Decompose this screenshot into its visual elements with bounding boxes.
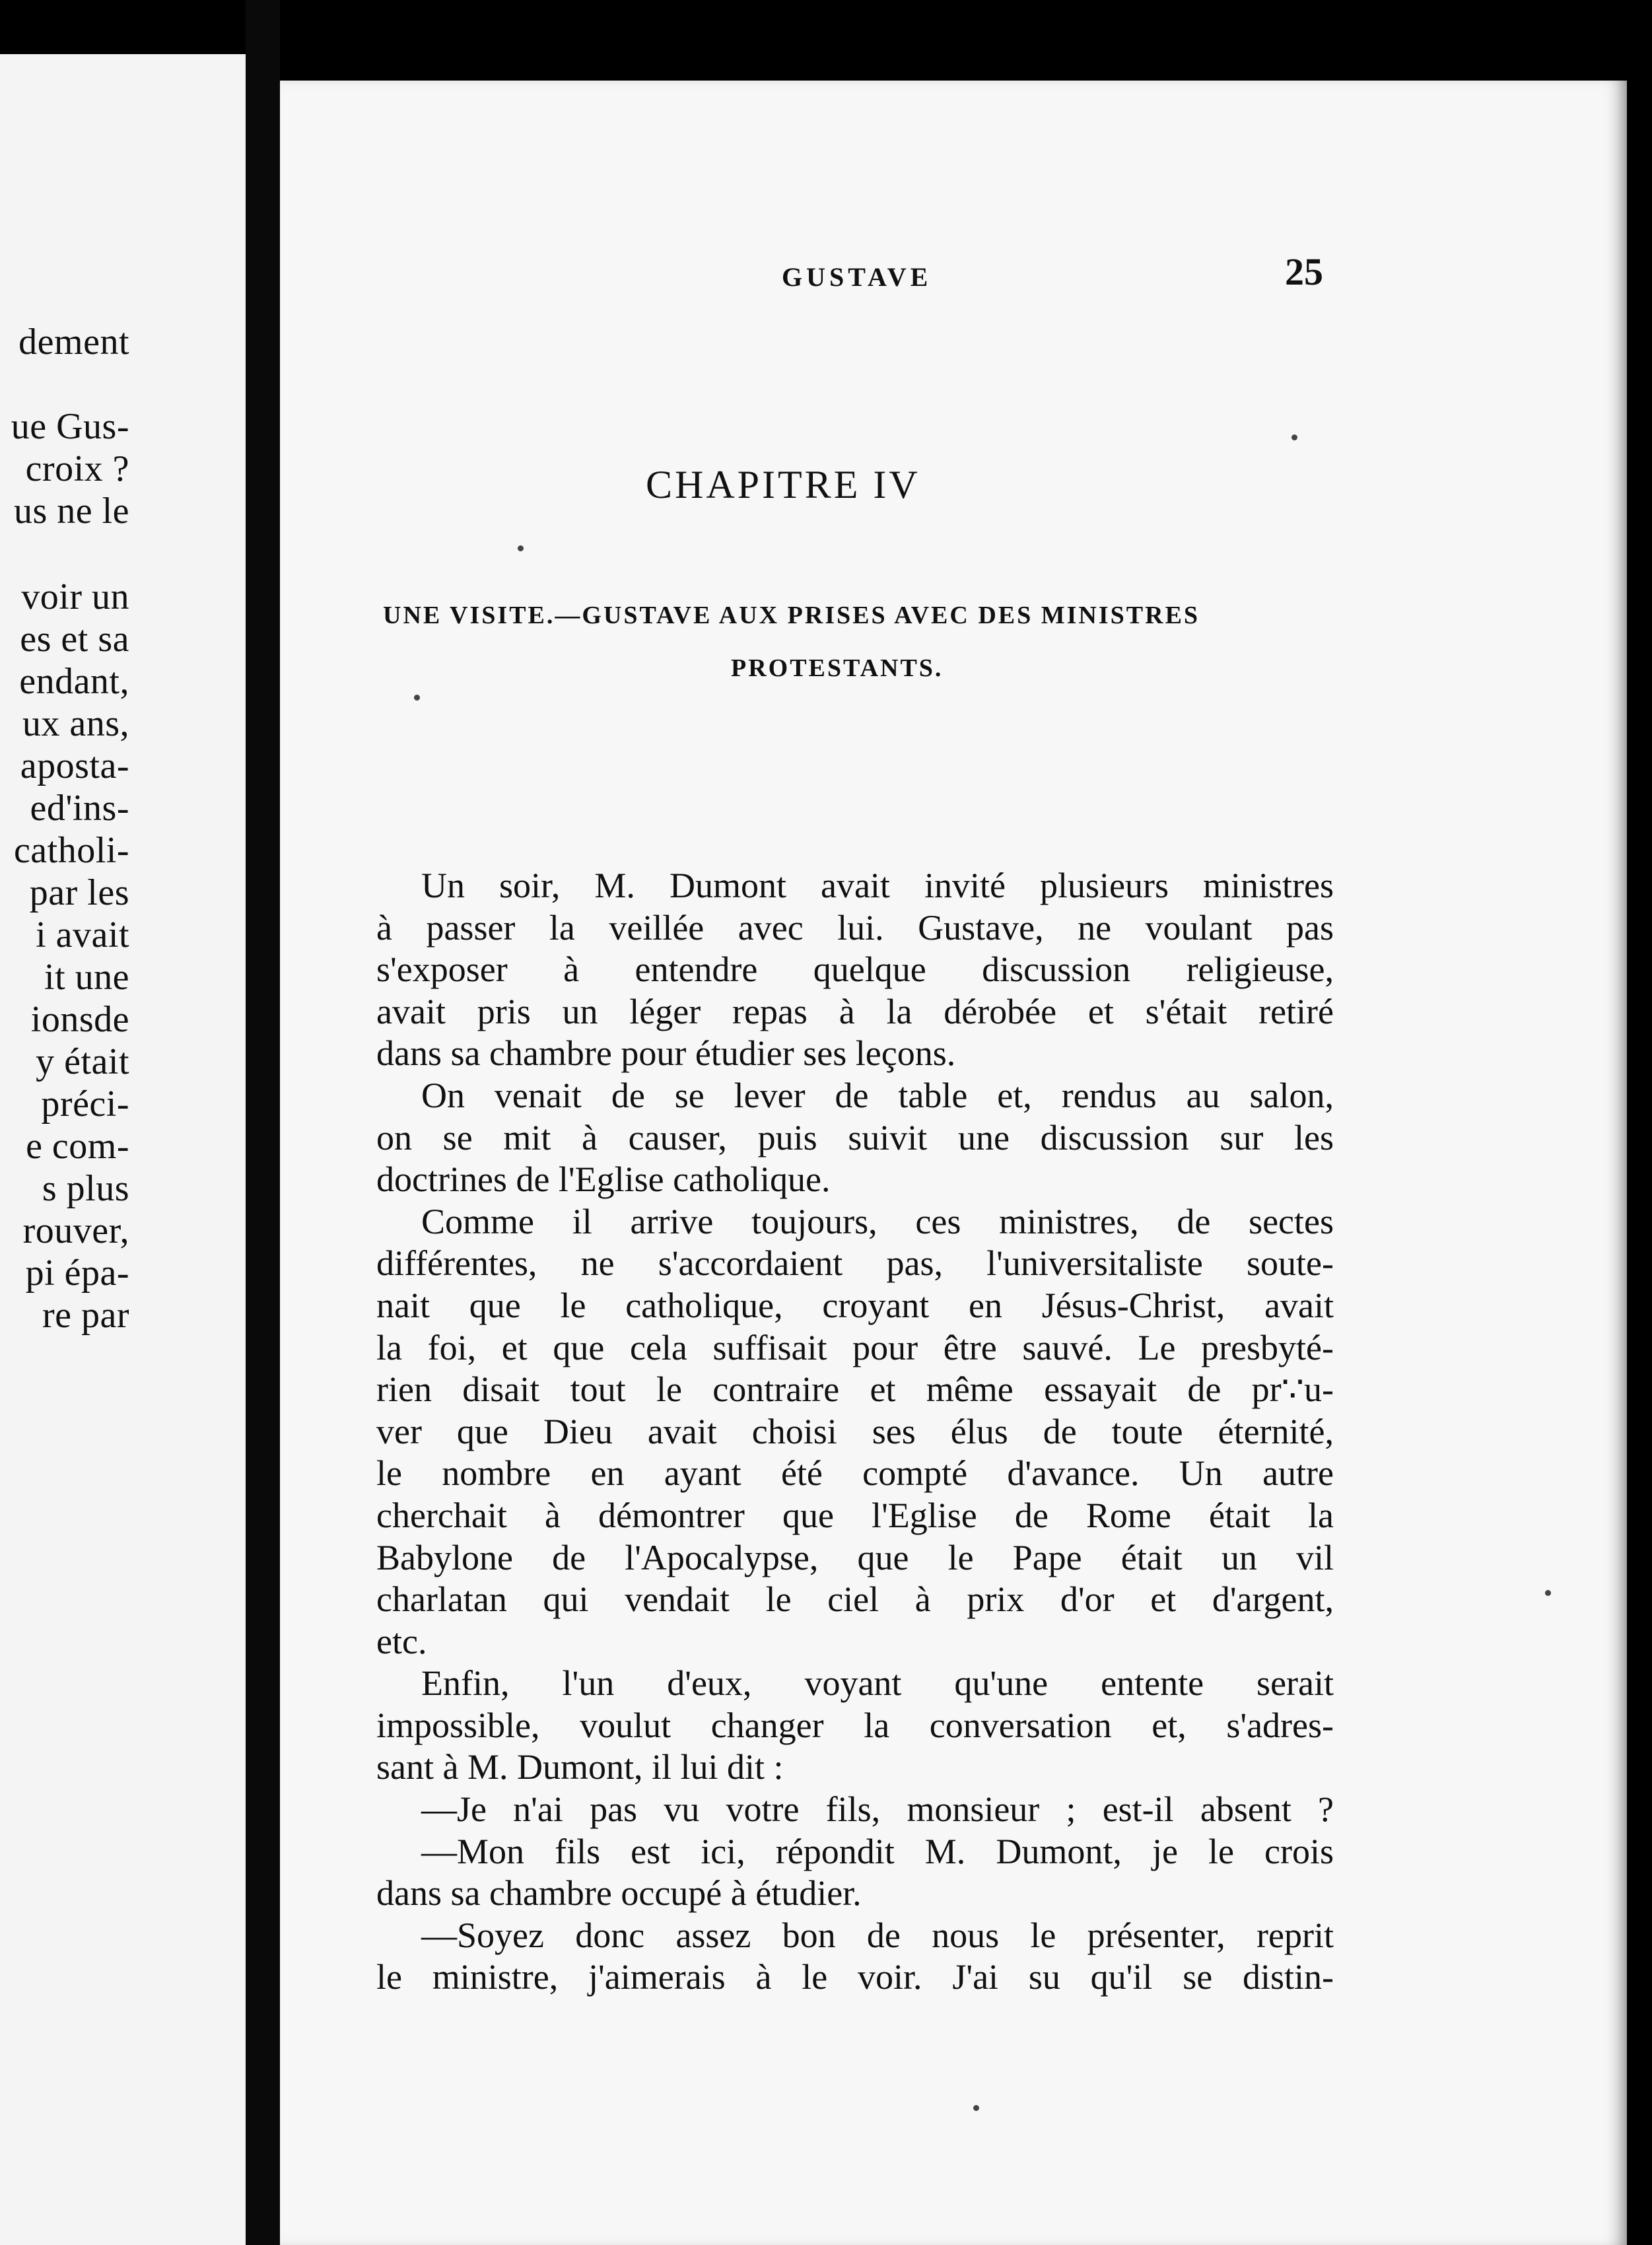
previous-page-line: par les	[29, 872, 129, 913]
chapter-subtitle: UNE VISITE.—GUSTAVE AUX PRISES AVEC DES MINISTRES	[383, 602, 1200, 629]
text-line: avait pris un léger repas à la dérobée et s'était retiré	[376, 991, 1334, 1031]
text-line: s'exposer à entendre quelque discussion religieuse,	[376, 950, 1334, 990]
previous-page-line: us ne le	[13, 491, 129, 532]
previous-page-line: ux ans,	[22, 703, 129, 744]
previous-page-line: pi épa-	[25, 1253, 129, 1294]
book-gutter	[246, 0, 280, 2245]
previous-page-line: it une	[44, 957, 129, 998]
previous-page-line: préci-	[41, 1084, 129, 1124]
text-line: dans sa chambre occupé à étudier.	[376, 1873, 862, 1914]
text-line: on se mit à causer, puis suivit une discussion sur les	[376, 1117, 1334, 1157]
text-line: rien disait tout le contraire et même essayait de pr∵u-	[376, 1369, 1334, 1410]
previous-page-line: ionsde	[30, 999, 129, 1040]
text-line: la foi, et que cela suffisait pour être sauvé. Le presbyté-	[376, 1327, 1334, 1367]
text-line: sant à M. Dumont, il lui dit :	[376, 1747, 784, 1787]
chapter-subtitle-continued: PROTESTANTS.	[731, 654, 944, 682]
text-line: —Soyez donc assez bon de nous le présenter, reprit	[421, 1915, 1334, 1955]
text-line: Enfin, l'un d'eux, voyant qu'une entente serait	[421, 1663, 1334, 1704]
text-line: doctrines de l'Eglise catholique.	[376, 1159, 831, 1200]
previous-page-line: e com-	[26, 1126, 129, 1167]
text-line: —Je n'ai pas vu votre fils, monsieur ; est-il absent ?	[421, 1789, 1334, 1830]
previous-page-line: endant,	[19, 661, 129, 702]
text-line: dans sa chambre pour étudier ses leçons.	[376, 1033, 956, 1074]
previous-page-line: i avait	[36, 915, 129, 955]
previous-page-line: dement	[18, 322, 129, 363]
text-line: charlatan qui vendait le ciel à prix d'or et d'argent,	[376, 1579, 1334, 1620]
text-line: On venait de se lever de table et, rendus au salon,	[421, 1075, 1334, 1115]
scan-speck	[973, 2105, 979, 2111]
text-line: ver que Dieu avait choisi ses élus de toute éternité,	[376, 1411, 1334, 1451]
previous-page-line: croix ?	[25, 448, 129, 489]
text-line: le nombre en ayant été compté d'avance. Un autre	[376, 1453, 1334, 1494]
previous-page-line: catholi-	[13, 830, 129, 871]
previous-page-line: y était	[36, 1041, 129, 1082]
previous-page-line: aposta-	[20, 745, 129, 786]
text-line: Babylone de l'Apocalypse, que le Pape était un vil	[376, 1537, 1334, 1577]
previous-page-line: es et sa	[20, 619, 129, 660]
previous-page-line: re par	[42, 1295, 129, 1336]
previous-page-line: voir un	[21, 576, 129, 617]
previous-page-line: s plus	[42, 1168, 129, 1209]
scan-speck	[1545, 1590, 1551, 1596]
text-line: nait que le catholique, croyant en Jésus-Christ, avait	[376, 1285, 1334, 1325]
previous-page-fragment	[0, 54, 246, 2245]
page-number: 25	[1285, 250, 1323, 293]
text-line: cherchait à démontrer que l'Eglise de Rome était la	[376, 1495, 1334, 1535]
text-line: etc.	[376, 1621, 427, 1661]
text-line: —Mon fils est ici, répondit M. Dumont, je le crois	[421, 1831, 1334, 1871]
text-line: à passer la veillée avec lui. Gustave, ne voulant pas	[376, 907, 1334, 948]
text-line: Comme il arrive toujours, ces ministres, de sectes	[421, 1201, 1334, 1241]
text-line: impossible, voulut changer la conversation et, s'adres-	[376, 1705, 1334, 1745]
scan-speck	[414, 695, 420, 701]
scan-speck	[518, 545, 524, 551]
previous-page-line: ed'ins-	[30, 788, 129, 829]
running-head: GUSTAVE	[782, 262, 932, 292]
text-line: le ministre, j'aimerais à le voir. J'ai su qu'il se distin-	[376, 1957, 1334, 1997]
previous-page-line: ue Gus-	[11, 406, 129, 447]
chapter-title: CHAPITRE IV	[646, 463, 920, 506]
text-line: différentes, ne s'accordaient pas, l'universitaliste soute-	[376, 1243, 1334, 1284]
book-page	[280, 81, 1627, 2245]
scan-speck	[1291, 434, 1297, 440]
text-line: Un soir, M. Dumont avait invité plusieurs ministres	[421, 866, 1334, 905]
previous-page-line: rouver,	[22, 1210, 129, 1251]
body-text	[376, 865, 1334, 1999]
